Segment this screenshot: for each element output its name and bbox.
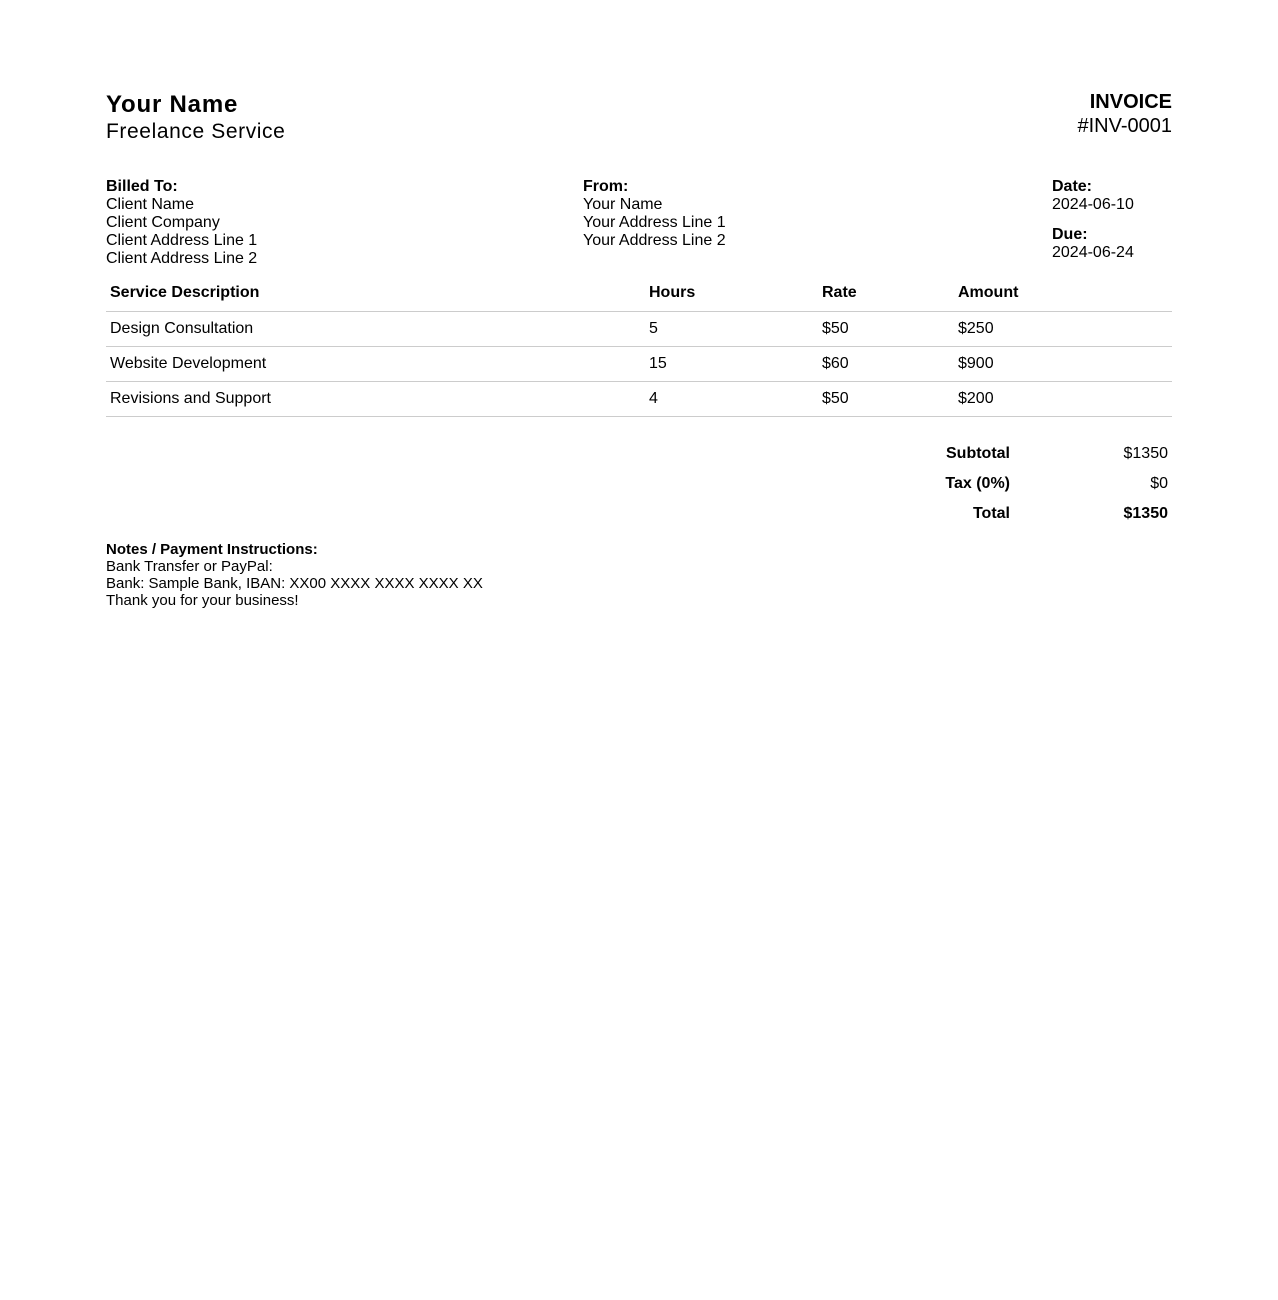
table-row (106, 347, 1172, 382)
total-value: $1350 (1123, 505, 1168, 522)
notes-line: Bank Transfer or PayPal: (106, 558, 273, 575)
billed-to-line: Client Name (106, 196, 195, 213)
billed-to-line: Client Company (106, 214, 220, 231)
cell-hours: 15 (645, 347, 818, 382)
total-label: Total (972, 505, 1010, 522)
invoice-page (106, 90, 1172, 609)
from-line: Your Name (583, 196, 663, 213)
notes-line: Bank: Sample Bank, IBAN: XX00 XXXX XXXX XXXX XX (106, 575, 483, 592)
notes-label: Notes / Payment Instructions: (106, 541, 318, 558)
sender-name: Your Name (106, 91, 239, 118)
cell-description: Revisions and Support (106, 382, 645, 417)
invoice-title: INVOICE (1089, 91, 1172, 113)
cell-rate: $50 (818, 382, 954, 417)
table-row (106, 312, 1172, 347)
date-value: 2024-06-10 (1052, 196, 1134, 213)
from-label: From: (583, 178, 629, 195)
column-header-description: Service Description (106, 279, 645, 312)
sender-service: Freelance Service (106, 120, 286, 143)
total-row (890, 505, 1172, 535)
dates-block (1052, 178, 1134, 262)
cell-description: Website Development (106, 347, 645, 382)
cell-description: Design Consultation (106, 312, 645, 347)
billed-to-label: Billed To: (106, 178, 178, 195)
notes-section (106, 541, 1172, 609)
cell-rate: $50 (818, 312, 954, 347)
column-header-rate: Rate (818, 279, 954, 312)
tax-label: Tax (0%) (945, 475, 1010, 492)
tax-row (890, 475, 1172, 505)
cell-amount: $250 (954, 312, 1172, 347)
invoice-number: #INV-0001 (1077, 115, 1172, 137)
table-header-row (106, 279, 1172, 312)
cell-hours: 5 (645, 312, 818, 347)
cell-amount: $200 (954, 382, 1172, 417)
subtotal-row (890, 445, 1172, 475)
cell-hours: 4 (645, 382, 818, 417)
invoice-header (106, 90, 1172, 144)
services-table (106, 279, 1172, 417)
due-label: Due: (1052, 226, 1088, 243)
from-block (583, 178, 726, 250)
billed-to-line: Client Address Line 1 (106, 232, 258, 249)
sender-brand (106, 90, 285, 144)
cell-rate: $60 (818, 347, 954, 382)
column-header-amount: Amount (954, 279, 1172, 312)
billed-to-block (106, 178, 257, 268)
from-line: Your Address Line 2 (583, 232, 726, 249)
column-header-hours: Hours (645, 279, 818, 312)
tax-value: $0 (1150, 475, 1168, 492)
table-row (106, 382, 1172, 417)
parties-section (106, 178, 1172, 278)
from-line: Your Address Line 1 (583, 214, 726, 231)
cell-amount: $900 (954, 347, 1172, 382)
subtotal-value: $1350 (1123, 445, 1168, 462)
date-label: Date: (1052, 178, 1093, 195)
subtotal-label: Subtotal (946, 445, 1010, 462)
billed-to-line: Client Address Line 2 (106, 250, 258, 267)
notes-line: Thank you for your business! (106, 592, 299, 609)
due-value: 2024-06-24 (1052, 244, 1134, 261)
invoice-id-block (1077, 90, 1172, 137)
totals-section (106, 445, 1172, 535)
